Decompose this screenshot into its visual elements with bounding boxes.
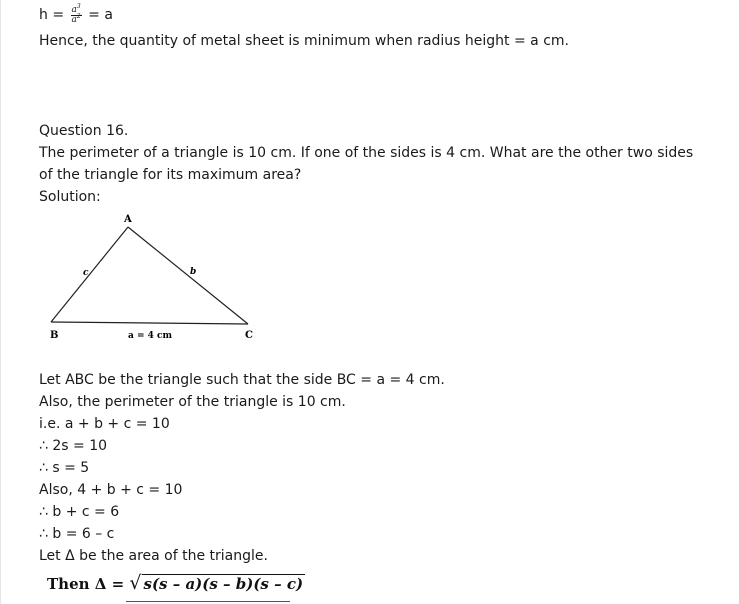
vertex-b-label: B [50,330,59,341]
area-formula [47,572,305,594]
side-ac [128,227,248,324]
side-ab [51,227,128,322]
side-a-label: a = 4 cm [128,331,173,341]
sqrt-symbol: √ [129,572,142,594]
solution-line: ∴ b + c = 6 [39,504,120,520]
vertex-c-label: C [245,330,253,341]
question-text: The perimeter of a triangle is 10 cm. If one of the sides is 4 cm. What are the other two sides of the triangle for its maximum area? [39,145,694,183]
h-rhs: = a [88,7,113,23]
conclusion-text: Hence, the quantity of metal sheet is minimum when radius height = a cm. [39,33,569,49]
formula-radicand: s(s – a)(s – b)(s – c) [143,575,304,593]
solution-line: ∴ b = 6 – c [39,526,115,542]
fraction-numerator: $a^3$ [71,2,81,15]
h-lhs: h = [39,7,65,23]
formula-lhs: Then Δ = [47,575,125,593]
solution-line: Let Δ be the area of the triangle. [39,548,268,564]
solution-line: Let ABC be the triangle such that the side BC = a = 4 cm. [39,372,445,388]
side-bc [51,322,248,324]
question-number: Question 16. [39,123,129,139]
side-b-label: b [190,267,197,277]
solution-line: ∴ 2s = 10 [39,438,108,454]
vertex-a-label: A [124,214,132,225]
formula-underline [126,601,290,602]
side-c-label: c [83,268,89,278]
solution-line: Also, the perimeter of the triangle is 10 cm. [39,394,346,410]
solution-line: ∴ s = 5 [39,460,90,476]
solution-line: i.e. a + b + c = 10 [39,416,170,432]
fraction-denominator: $a^2$ [71,12,81,25]
fraction [71,2,82,25]
triangle-figure [39,208,279,348]
solution-line: Also, 4 + b + c = 10 [39,482,183,498]
solution-label: Solution: [39,189,101,205]
h-equation [39,4,113,26]
